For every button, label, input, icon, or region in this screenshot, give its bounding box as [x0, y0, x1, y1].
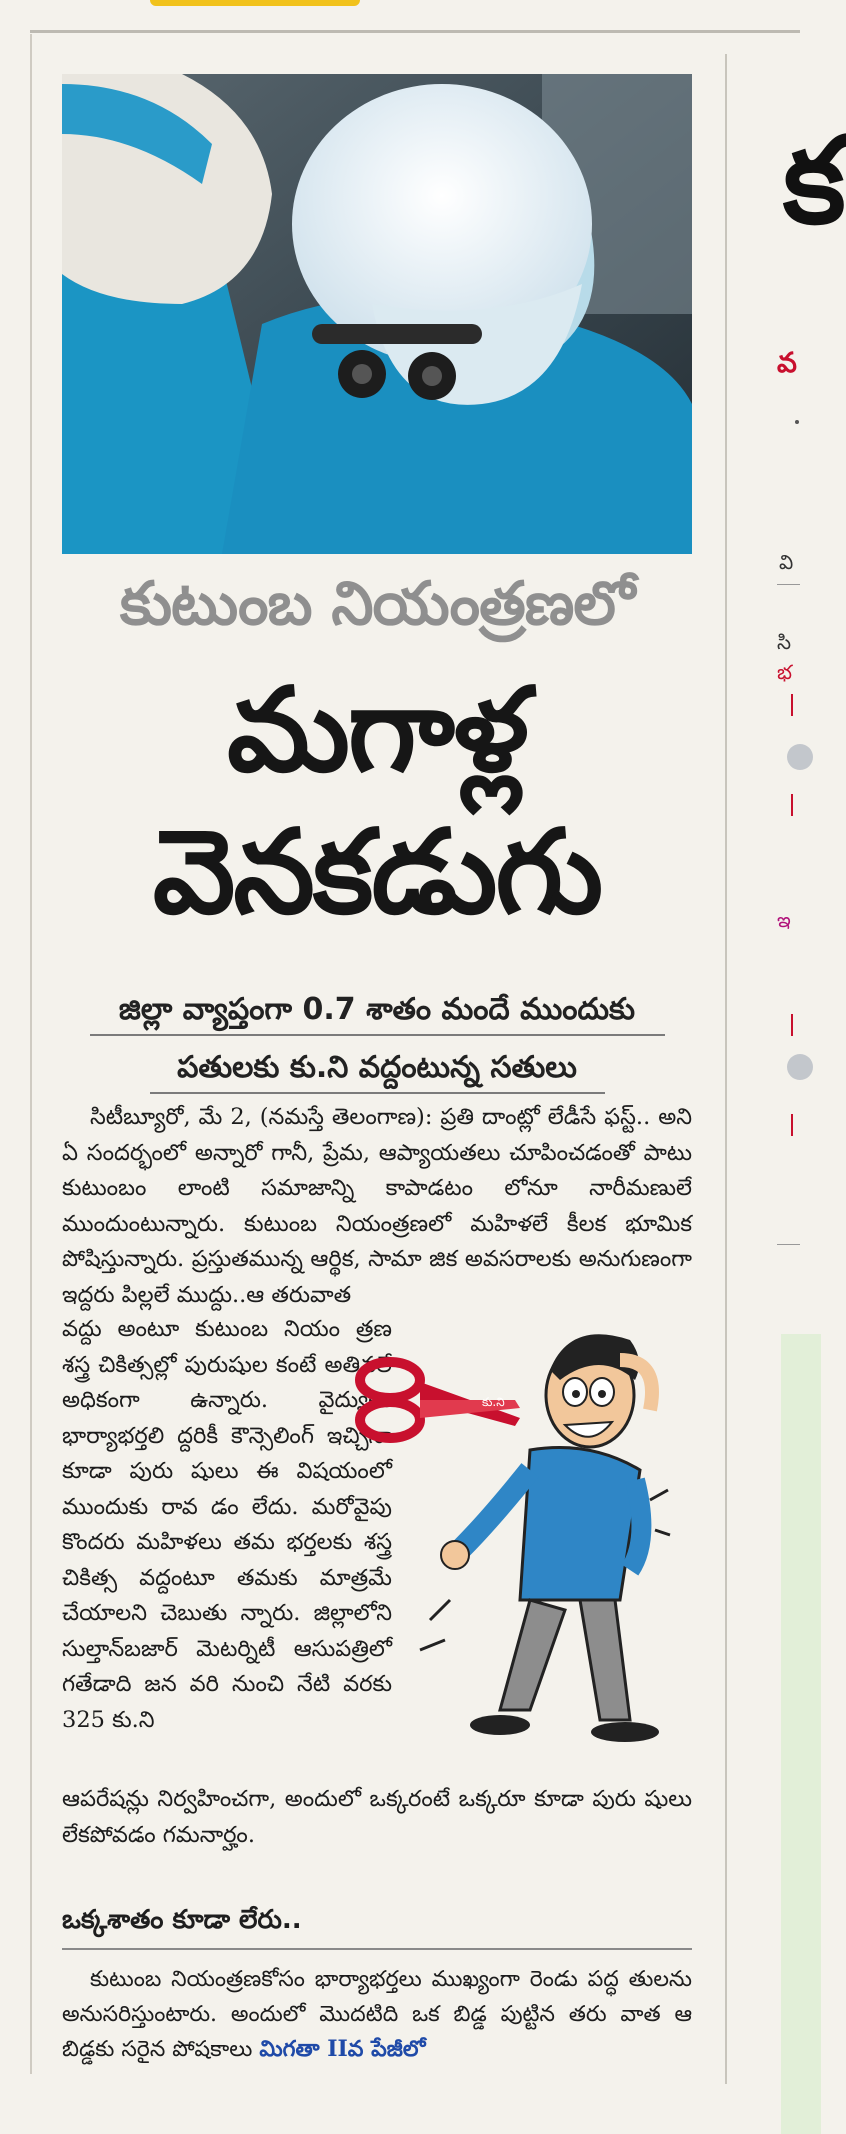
adjacent-red-tick-3: [791, 1014, 793, 1036]
masthead-accent: [150, 0, 360, 6]
adjacent-text-3: భ: [777, 660, 792, 684]
adjacent-text-4: ఇ: [777, 908, 791, 932]
subheadline-2-rule: [150, 1092, 605, 1094]
article-paragraph-4: [62, 1962, 692, 2067]
subheadline-1: జిల్లా వ్యాప్తంగా 0.7 శాతం మందే ముందుకు: [118, 992, 636, 1027]
adjacent-column: [733, 54, 846, 2086]
left-column-rule: [30, 34, 32, 2074]
frightened-man-cartoon: [350, 1300, 670, 1780]
headline-line-2: వెనకడుగు: [152, 805, 602, 940]
right-column-rule: [725, 54, 727, 2084]
top-rule: [30, 30, 800, 33]
section-heading: ఒక్కశాతం కూడా లేరు..: [62, 1905, 302, 1935]
section-heading-rule: [62, 1948, 692, 1950]
adjacent-red-tick-1: [791, 694, 793, 716]
adjacent-text-2: సి: [777, 630, 792, 654]
adjacent-green-box: [781, 1334, 821, 2134]
surgeons-photo: [62, 74, 692, 554]
page-top-bar: [0, 0, 800, 34]
scissors-label: కు.ని: [482, 1395, 505, 1409]
adjacent-photo-1: [787, 744, 813, 770]
continued-on-page-link[interactable]: మిగతా IIవ పేజీలో: [259, 2036, 426, 2062]
adjacent-headline-glyph: క: [783, 112, 846, 251]
adjacent-red-tick-4: [791, 1114, 793, 1136]
adjacent-red-subhead: వ: [777, 346, 797, 379]
adjacent-text-1: వి: [779, 550, 794, 574]
adjacent-divider-1: [777, 584, 800, 585]
paragraph-4-text: కుటుంబ నియంత్రణకోసం భార్యాభర్తలు ముఖ్యంగా రెండు పద్ధ తులను అనుసరిస్తుంటారు. అందులో మొదటిది ఒక బిడ్డ పుట్టిన తరు వాత ఆ బిడ్డకు సరైన పోషకాలు: [62, 1967, 692, 2062]
article-paragraph-2: వద్దు అంటూ కుటుంబ నియం త్రణ శస్త్ర చికిత్సల్లో పురుషుల కంటే అతివలే అధికంగా ఉన్నారు. వైద్యులు భార్యాభర్తలి ద్దరికీ కౌన్సెలింగ్ ఇచ్చినా కూడా పురు షులు ఈ విషయంలో ముందుకు రావ డం లేదు. మరోవైపు కొందరు మహిళలు తమ భర్తలకు శస్త్ర చికిత్స వద్దంటూ తమకు మాత్రమే చేయాలని చెబుతు న్నారు. జిల్లాలోని సుల్తాన్‌బజార్ మెటర్నిటీ ఆసుపత్రిలో గతేడాది జన వరి నుంచి నేటి వరకు 325 కు.ని: [62, 1316, 392, 1733]
headline-line-1: మగాళ్ల: [227, 663, 527, 798]
adjacent-divider-2: [777, 1244, 800, 1245]
headline-kicker: కుటుంబ నియంత్రణలో: [119, 569, 635, 639]
article-paragraph-1: సిటీబ్యూరో, మే 2, (నమస్తే తెలంగాణ): ప్రతి దాంట్లో లేడీసే ఫస్ట్.. అని ఏ సందర్భంలో అన్నారో గానీ, ప్రేమ, ఆప్యాయతలు చూపించడంతో పాటు కుటుంబం లాంటి సమాజాన్ని కాపాడటం లోనూ నారీమణులే ముందుంటున్నారు. కుటుంబ నియంత్రణలో మహిళలే కీలక భూమిక పోషిస్తున్నారు. ప్రస్తుతమున్న ఆర్థిక, సామా జిక అవసరాలకు అనుగుణంగా ఇద్దరు పిల్లలే ముద్దు..ఆ తరువాత: [62, 1104, 692, 1308]
subheadline-2: పతులకు కు.ని వద్దంటున్న సతులు: [177, 1050, 577, 1085]
adjacent-red-tick-2: [791, 794, 793, 816]
article-paragraph-3: ఆపరేషన్లు నిర్వహించగా, అందులో ఒక్కరంటే ఒక్కరూ కూడా పురు షులు లేకపోవడం గమనార్హం.: [62, 1786, 692, 1848]
adjacent-bullet: [795, 420, 799, 424]
adjacent-photo-2: [787, 1054, 813, 1080]
subheadline-1-rule: [90, 1034, 665, 1036]
